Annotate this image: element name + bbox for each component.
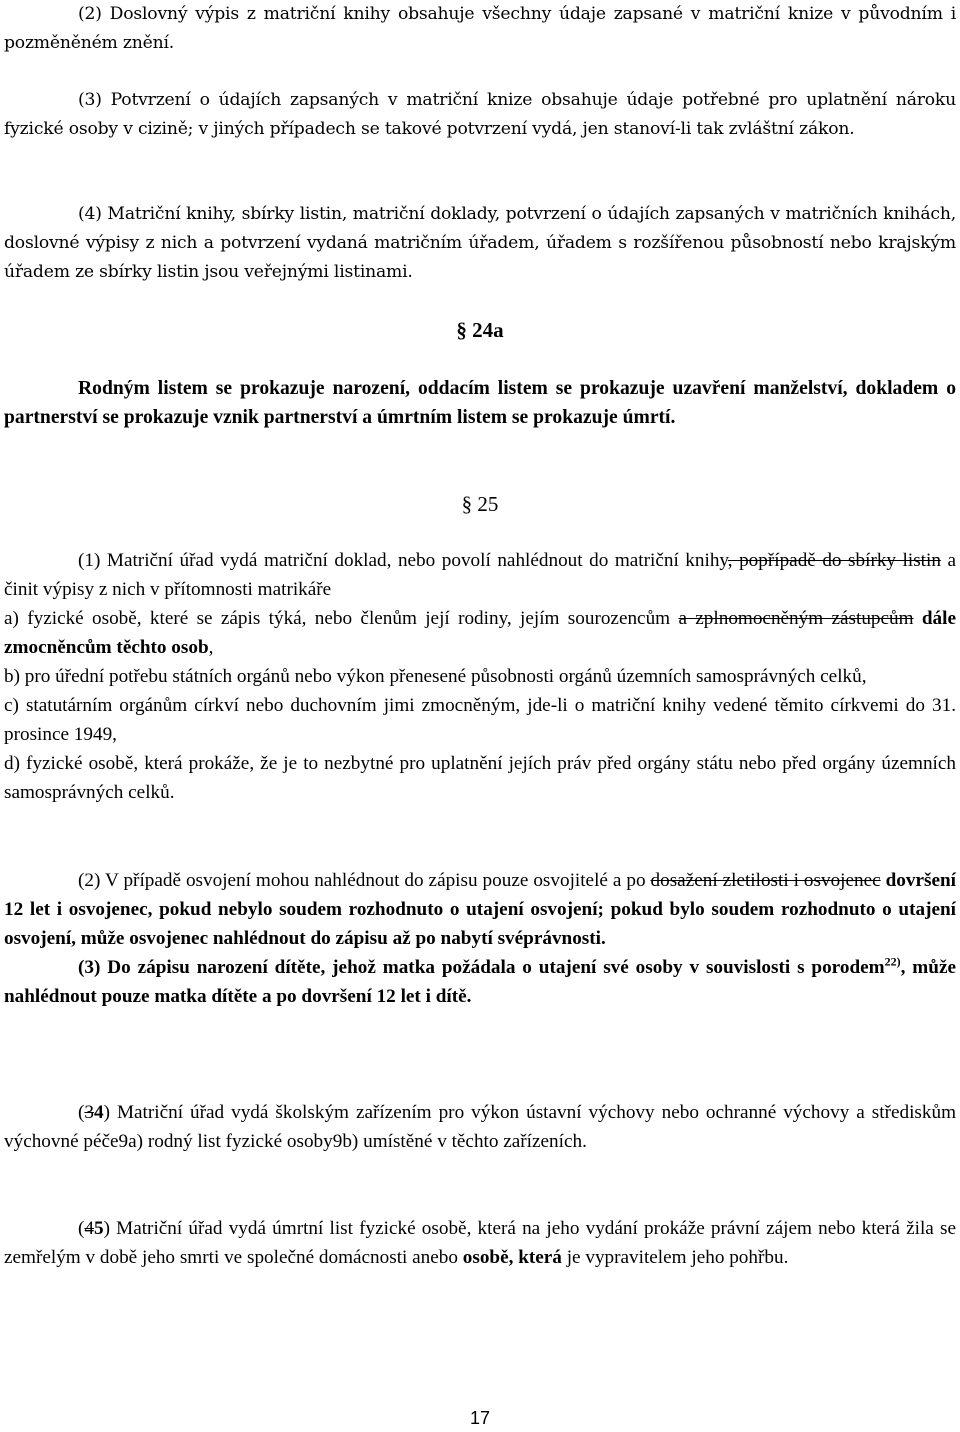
section-25-item-d: d) fyzické osobě, která prokáže, že je to nezbytné pro uplatnění jejích práv před orgány státu nebo před orgány územních samosprávných celků. <box>4 753 956 803</box>
section-25-item-a: a) fyzické osobě, které se zápis týká, nebo členům její rodiny, jejím sourozencům a zplnomocněným zástupcům dále zmocněncům těchto osob, <box>4 608 956 658</box>
paragraph-3: (3) Potvrzení o údajích zapsaných v matriční knize obsahuje údaje potřebné pro uplatnění nároku fyzické osoby v cizině; v jiných případech se takové potvrzení vydá, jen stanoví-li tak zvláštní zákon. <box>4 90 956 139</box>
section-25-item-c: c) statutárním orgánům církví nebo duchovním jimi zmocněným, jde-li o matriční knihy vedené těmito církvemi do 31. prosince 1949, <box>4 695 956 745</box>
section-24a-heading: § 24a <box>456 318 504 342</box>
paragraph-2: (2) Doslovný výpis z matriční knihy obsahuje všechny údaje zapsané v matriční knize v původním i pozměněném znění. <box>4 4 956 53</box>
section-25-adoption <box>4 866 956 1011</box>
page-number: 17 <box>469 1408 491 1428</box>
section-25-paragraph-4: (34) Matriční úřad vydá školským zařízením pro výkon ústavní výchovy nebo ochranné výchovy a střediskům výchovné péče9a) rodný list fyzické osoby9b) umístěné v těchto zařízeních. <box>4 1102 956 1152</box>
section-25-body <box>4 546 956 807</box>
section-25-paragraph-1: (1) Matriční úřad vydá matriční doklad, nebo povolí nahlédnout do matriční knihy, popřípadě do sbírky listin a činit výpisy z nich v přítomnosti matrikáře <box>4 550 956 600</box>
section-24a-text: Rodným listem se prokazuje narození, oddacím listem se prokazuje uzavření manželství, dokladem o partnerství se prokazuje vznik partnerství a úmrtním listem se prokazuje úmrtí. <box>4 378 956 428</box>
section-25-paragraph-2: (2) V případě osvojení mohou nahlédnout do zápisu pouze osvojitelé a po dosažení zletilosti i osvojenec dovršení 12 let i osvojenec, pokud nebylo soudem rozhodnuto o utajení osvojení; pokud bylo soudem rozhodnuto o utajení osvojení, může osvojenec nahlédnout do zápisu až po nabytí svéprávnosti. <box>4 870 956 949</box>
section-25-heading: § 25 <box>461 492 499 516</box>
section-25-paragraph-5: (45) Matriční úřad vydá úmrtní list fyzické osobě, která na jeho vydání prokáže právní zájem nebo která žila se zemřelým v době jeho smrti ve společné domácnosti anebo osobě, která je vypravitelem jeho pohřbu. <box>4 1218 956 1268</box>
paragraph-4: (4) Matriční knihy, sbírky listin, matriční doklady, potvrzení o údajích zapsaných v matričních knihách, doslovné výpisy z nich a potvrzení vydaná matričním úřadem, úřadem s rozšířenou působností nebo krajským úřadem ze sbírky listin jsou veřejnými listinami. <box>4 204 956 282</box>
section-25-paragraph-3: (3) Do zápisu narození dítěte, jehož matka požádala o utajení své osoby v souvislosti s porodem$^{22)}$, může nahlédnout pouze matka dítěte a po dovršení 12 let i dítě. <box>4 954 956 1007</box>
section-25-item-b: b) pro úřední potřebu státních orgánů nebo výkon přenesené působnosti orgánů územních samosprávných celků, <box>4 666 867 687</box>
